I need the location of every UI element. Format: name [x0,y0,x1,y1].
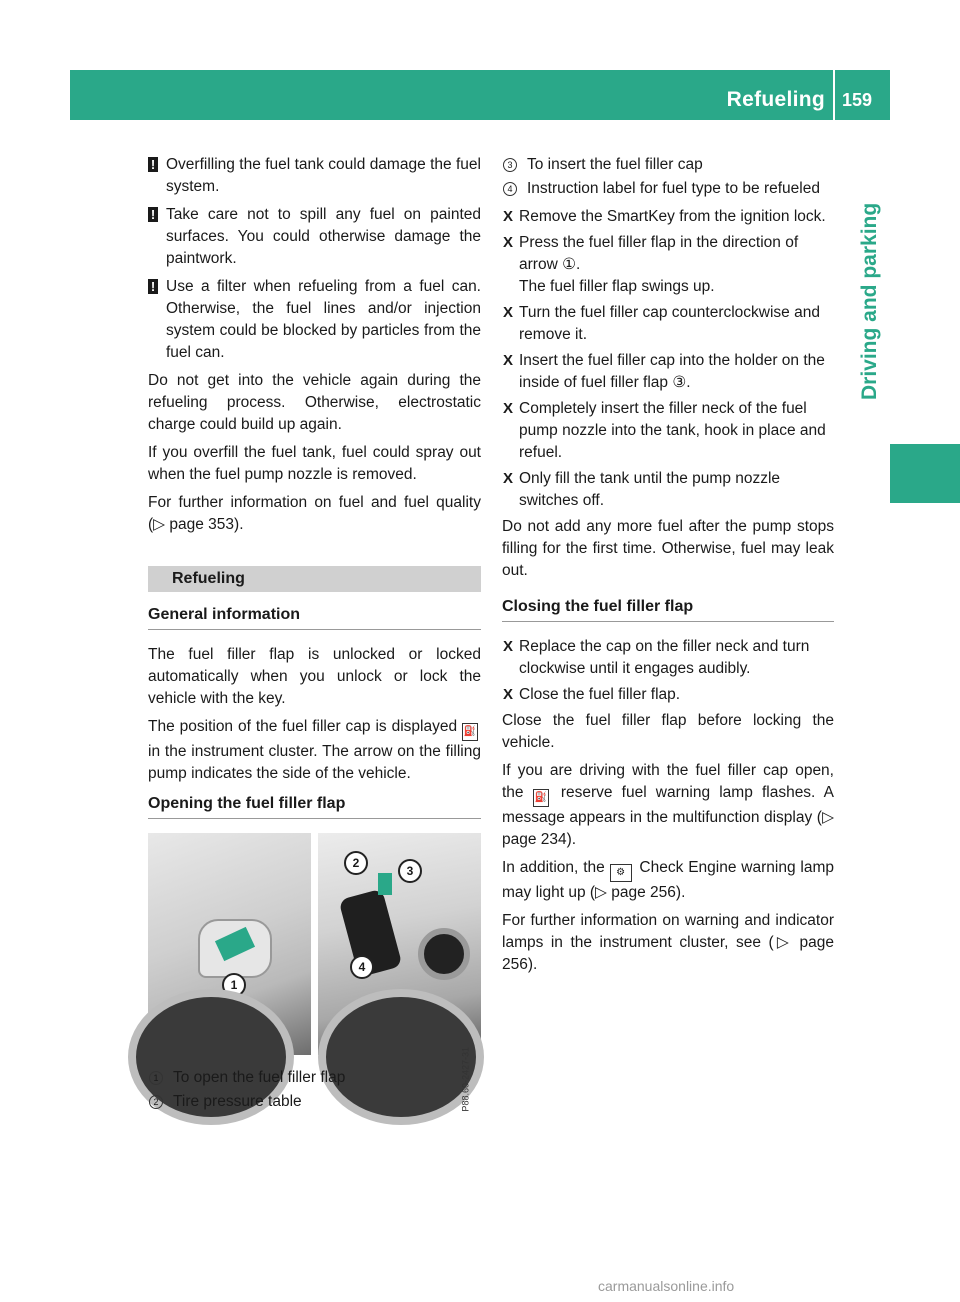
step: X Insert the fuel filler cap into the holder on the inside of fuel filler flap ③. [503,352,825,391]
header-divider [833,70,835,120]
step-arrow-icon: X [503,304,514,321]
step-arrow-icon: X [503,208,514,225]
step: X Close the fuel filler flap. [502,684,834,706]
side-tab-label: Driving and parking [858,202,881,400]
side-tab-marker [890,444,960,503]
green-arrow-down-icon [378,873,392,895]
check-engine-icon: ⚙ [610,864,632,882]
step-arrow-icon: X [503,470,514,487]
legend-item: 2 Tire pressure table [148,1091,481,1113]
paragraph: The position of the fuel filler cap is displayed ⛽ in the instrument cluster. The arrow on the filling pump indicates the side of the vehicle. [148,718,481,782]
step-arrow-icon: X [503,352,514,369]
paragraph: For further information on warning and indicator lamps in the instrument cluster, see (▷ page 256). [502,912,834,973]
left-column [148,154,481,1115]
paragraph: If you are driving with the fuel filler cap open, the ⛽ reserve fuel warning lamp flashes. A message appears in the multifunction display (▷ page 234). [502,762,834,848]
figure-panel-flap-open [318,833,481,1112]
step: X Press the fuel filler flap in the direction of arrow ①. The fuel filler flap swings up. [503,234,799,295]
warning-2: ! Take care not to spill any fuel on painted surfaces. You could otherwise damage the paintwork. [148,204,481,270]
exclamation-icon: ! [148,207,158,222]
callout-3: 3 [398,859,422,883]
step: X Turn the fuel filler cap counterclockwise and remove it. [503,304,820,343]
step: X Completely insert the filler neck of the fuel pump nozzle into the tank, hook in place and refuel. [503,400,826,461]
number-4-icon: 4 [503,182,517,196]
step: X Remove the SmartKey from the ignition lock. [502,206,834,228]
reserve-fuel-icon: ⛽ [533,789,549,807]
page-number: 159 [842,90,873,110]
legend-item: 3 To insert the fuel filler cap [502,154,834,176]
figure-panel-flap-closed [148,833,311,1055]
warning-3: ! Use a filter when refueling from a fuel can. Otherwise, the fuel lines and/or injection system could be blocked by particles from the fuel can. [148,276,481,364]
paragraph: The fuel filler flap is unlocked or locked automatically when you unlock or lock the vehicle with the key. [148,646,481,707]
subheading-general: General information [148,604,481,630]
step-arrow-icon: X [503,686,514,703]
legend-item: 1 To open the fuel filler flap [148,1067,481,1089]
step: X Only fill the tank until the pump nozzle switches off. [503,470,781,509]
warning-1: ! Overfilling the fuel tank could damage the fuel system. [148,154,481,198]
number-3-icon: 3 [503,158,517,172]
step-result: The fuel filler flap swings up. [519,278,715,295]
paragraph: Close the fuel filler flap before locking the vehicle. [502,712,834,751]
subheading-closing: Closing the fuel filler flap [502,596,834,622]
paragraph: Do not add any more fuel after the pump stops filling for the first time. Otherwise, fuel may leak out. [502,518,834,579]
number-2-icon: 2 [149,1095,163,1109]
callout-4: 4 [350,955,374,979]
callout-2: 2 [344,851,368,875]
subheading-opening: Opening the fuel filler flap [148,793,481,819]
exclamation-icon: ! [148,157,158,172]
exclamation-icon: ! [148,279,158,294]
step: X Replace the cap on the filler neck and turn clockwise until it engages audibly. [503,638,810,677]
right-column [502,154,834,982]
step-arrow-icon: X [503,400,514,417]
number-1-icon: 1 [149,1071,163,1085]
fuel-pump-icon: ⛽ [462,723,478,741]
paragraph: If you overfill the fuel tank, fuel could spray out when the fuel pump nozzle is removed. [148,444,481,483]
paragraph: Do not get into the vehicle again during the refueling process. Otherwise, electrostatic charge could build up again. [148,372,481,433]
callout-1: 1 [222,973,246,997]
figure-code: P88.60-2427-31 [461,1047,471,1112]
watermark: carmanualsonline.info [598,1278,735,1294]
page-title: Refueling [726,88,825,111]
page-reference-paragraph: For further information on fuel and fuel quality (▷ page 353). [148,494,481,533]
filler-neck [418,928,470,980]
step-arrow-icon: X [503,234,514,251]
section-title: Refueling [148,566,481,592]
paragraph: In addition, the ⚙ Check Engine warning lamp may light up (▷ page 256). [502,859,834,901]
legend-item: 4 Instruction label for fuel type to be refueled [502,178,834,200]
step-arrow-icon: X [503,638,514,655]
